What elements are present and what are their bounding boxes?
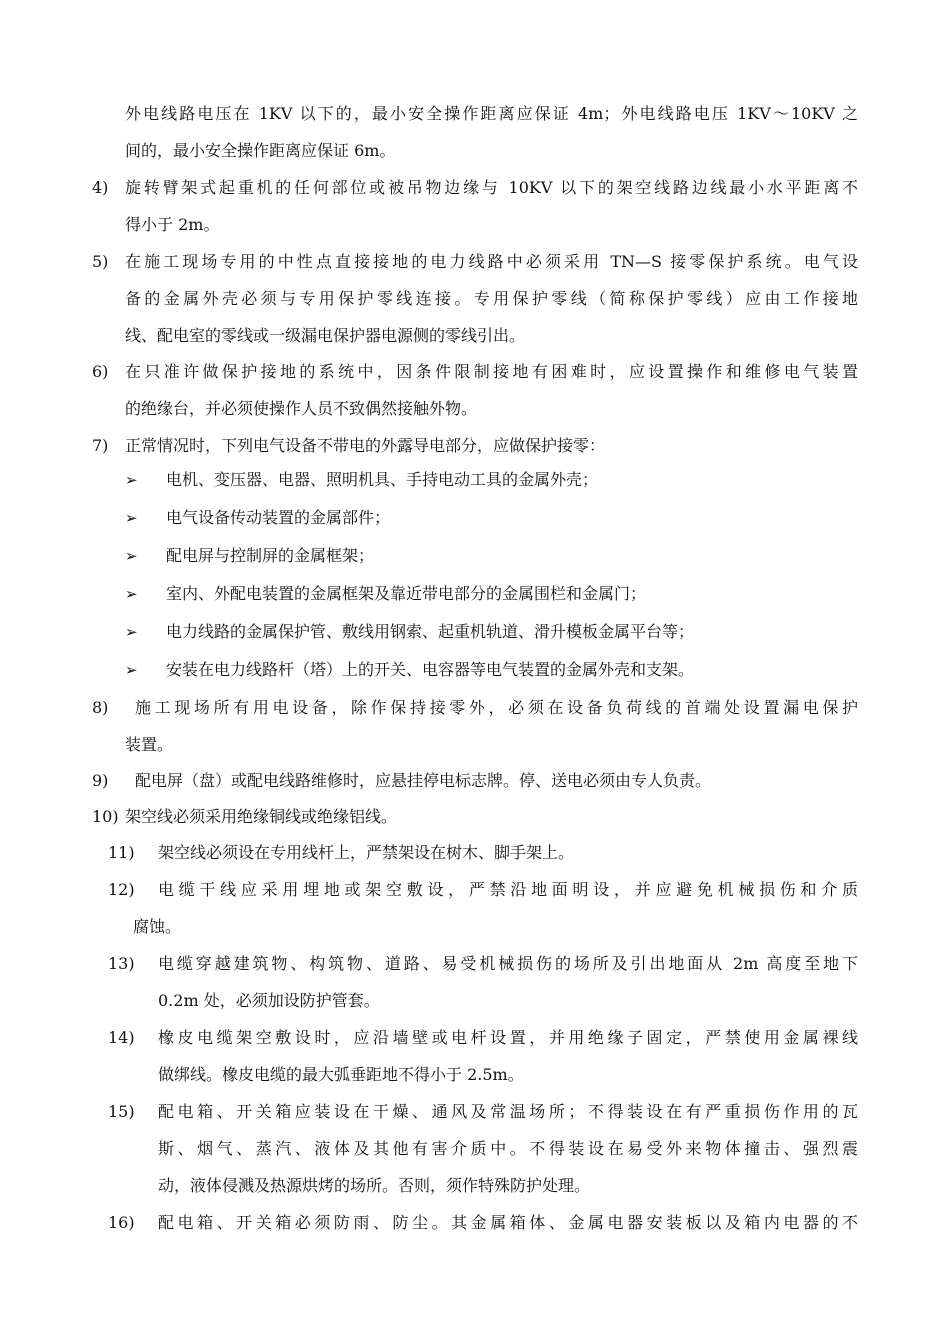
bullet-item: 电气设备传动装置的金属部件； [166, 508, 391, 527]
item-line: 架空线必须设在专用线杆上，严禁架设在树木、脚手架上。 [158, 843, 575, 862]
item-line: 施工现场所有用电设备，除作保持接零外，必须在设备负荷线的首端处设置漏电保护 [135, 698, 858, 717]
item-line: 橡皮电缆架空敷设时，应沿墙壁或电杆设置，并用绝缘子固定，严禁使用金属裸线 [158, 1028, 858, 1047]
item-line: 备的金属外壳必须与专用保护零线连接。专用保护零线（简称保护零线）应由工作接地 [125, 289, 858, 308]
item-line: 腐蚀。 [133, 917, 182, 936]
bullet-item: 室内、外配电装置的金属框架及靠近带电部分的金属围栏和金属门； [166, 584, 647, 603]
item-line: 配电屏（盘）或配电线路维修时，应悬挂停电标志牌。停、送电必须由专人负责。 [135, 771, 712, 790]
item-number: 7) [92, 436, 109, 455]
item-line: 的绝缘台，并必须使操作人员不致偶然接触外物。 [125, 399, 478, 418]
item-line: 配电箱、开关箱应装设在干燥、通风及常温场所；不得装设在有严重损伤作用的瓦 [158, 1102, 858, 1121]
item-line: 做绑线。橡皮电缆的最大弧垂距地不得小于 2.5m。 [158, 1065, 524, 1084]
arrow-bullet-icon: ➢ [125, 471, 138, 489]
arrow-bullet-icon: ➢ [125, 509, 138, 527]
item-line: 在施工现场专用的中性点直接接地的电力线路中必须采用 TN—S 接零保护系统。电气设 [125, 252, 858, 271]
bullet-item: 电机、变压器、电器、照明机具、手持电动工具的金属外壳； [166, 470, 599, 489]
arrow-bullet-icon: ➢ [125, 547, 138, 565]
item-line: 旋转臂架式起重机的任何部位或被吊物边缘与 10KV 以下的架空线路边线最小水平距离不 [125, 178, 858, 197]
item-line: 得小于 2m。 [125, 215, 220, 234]
arrow-bullet-icon: ➢ [125, 585, 138, 603]
item-number: 5) [92, 252, 109, 271]
bullet-item: 电力线路的金属保护管、敷线用钢索、起重机轨道、滑升模板金属平台等； [166, 622, 695, 641]
item-line: 架空线必须采用绝缘铜线或绝缘铝线。 [125, 807, 398, 826]
item-line: 正常情况时，下列电气设备不带电的外露导电部分，应做保护接零： [125, 436, 606, 455]
item-number: 10) [92, 807, 119, 826]
item-line: 配电箱、开关箱必须防雨、防尘。其金属箱体、金属电器安装板以及箱内电器的不 [158, 1213, 858, 1232]
item-number: 4) [92, 178, 109, 197]
item-number: 15) [108, 1102, 135, 1121]
bullet-item: 安装在电力线路杆（塔）上的开关、电容器等电气装置的金属外壳和支架。 [166, 660, 695, 679]
item-number: 14) [108, 1028, 135, 1047]
bullet-item: 配电屏与控制屏的金属框架； [166, 546, 375, 565]
item-number: 9) [92, 771, 109, 790]
item-line: 斯、烟气、蒸汽、液体及其他有害介质中。不得装设在易受外来物体撞击、强烈震 [158, 1139, 858, 1158]
item-line: 装置。 [125, 735, 174, 754]
item-line: 0.2m 处，必须加设防护管套。 [158, 991, 380, 1010]
arrow-bullet-icon: ➢ [125, 661, 138, 679]
arrow-bullet-icon: ➢ [125, 623, 138, 641]
item-number: 8) [92, 698, 109, 717]
intro-line-1: 外电线路电压在 1KV 以下的，最小安全操作距离应保证 4m；外电线路电压 1KV～10KV 之 [125, 104, 858, 123]
item-line: 电缆干线应采用埋地或架空敷设，严禁沿地面明设，并应避免机械损伤和介质 [158, 880, 858, 899]
item-number: 13) [108, 954, 135, 973]
item-line: 动，液体侵溅及热源烘烤的场所。否则，须作特殊防护处理。 [158, 1176, 591, 1195]
intro-line-2: 间的，最小安全操作距离应保证 6m。 [125, 141, 396, 160]
item-line: 电缆穿越建筑物、构筑物、道路、易受机械损伤的场所及引出地面从 2m 高度至地下 [158, 954, 858, 973]
item-line: 线、配电室的零线或一级漏电保护器电源侧的零线引出。 [125, 326, 526, 345]
item-number: 16) [108, 1213, 135, 1232]
item-number: 11) [108, 843, 135, 862]
item-number: 12) [108, 880, 135, 899]
item-line: 在只准许做保护接地的系统中，因条件限制接地有困难时，应设置操作和维修电气装置 [125, 362, 858, 381]
item-number: 6) [92, 362, 109, 381]
